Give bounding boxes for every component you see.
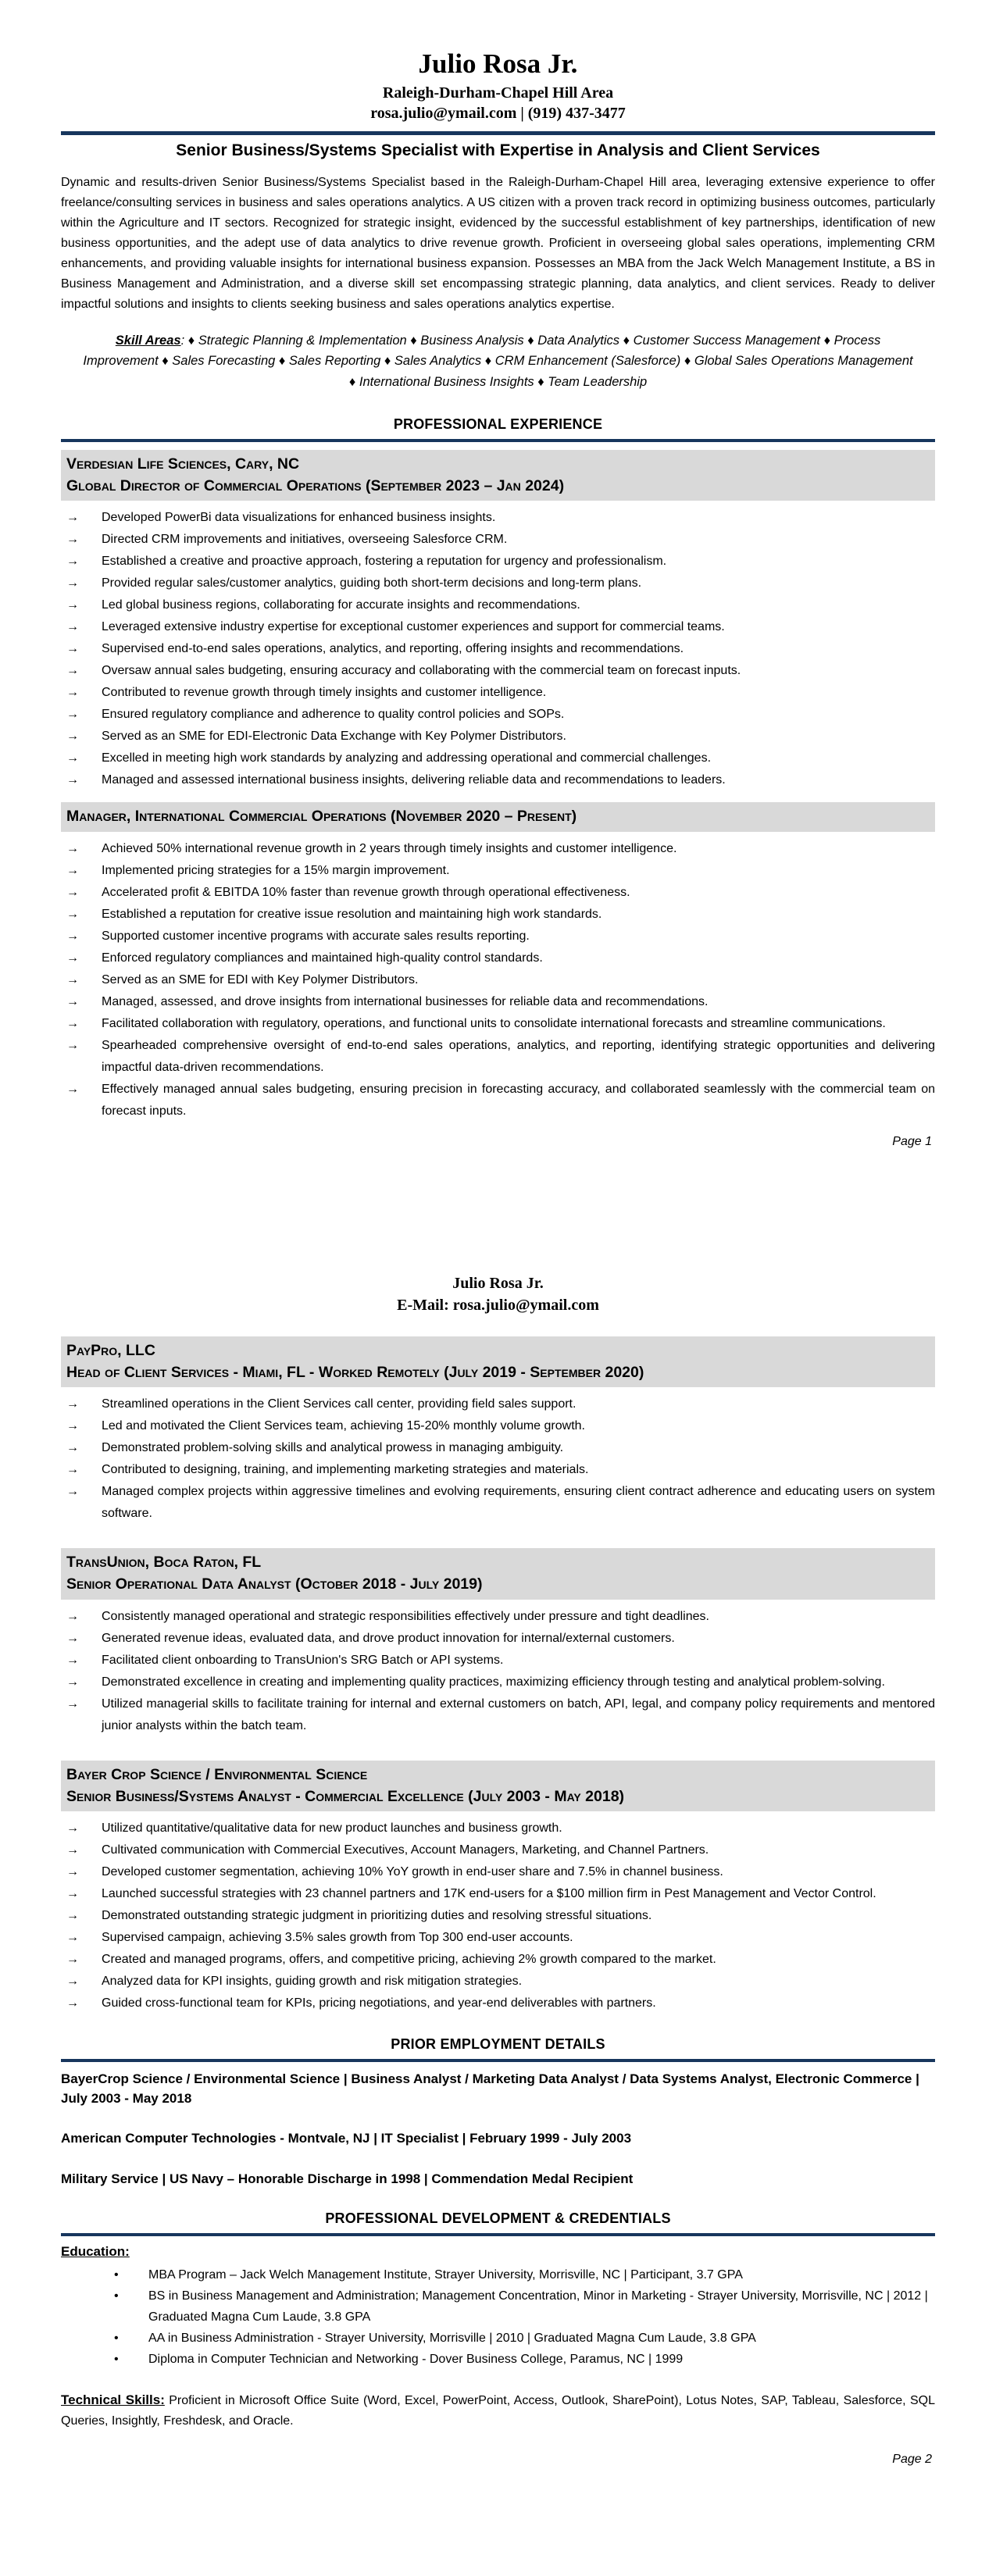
candidate-location: Raleigh-Durham-Chapel Hill Area <box>382 84 614 102</box>
arrow-bullet-icon: → <box>66 1485 79 1499</box>
bullet-item <box>61 1415 935 1437</box>
arrow-bullet-icon: → <box>66 1887 79 1901</box>
education-item <box>114 2264 935 2285</box>
section-divider <box>61 2233 935 2236</box>
prior-employment-list <box>61 2070 935 2189</box>
education-item <box>114 2328 935 2349</box>
bullet-text: Contributed to revenue growth through timely insights and customer intelligence. <box>102 686 547 700</box>
bullet-item <box>61 1459 935 1481</box>
bullet-item <box>61 1818 935 1839</box>
arrow-bullet-icon: → <box>66 1675 79 1689</box>
bullet-text: Utilized managerial skills to facilitate training for internal and external customers on batch, API, legal, and company policy requirements and mentored junior analysts within the batch team. <box>102 1697 935 1732</box>
bullet-item <box>61 926 935 947</box>
arrow-bullet-icon: → <box>66 994 79 1008</box>
bullet-item <box>61 1993 935 2014</box>
arrow-bullet-icon: → <box>66 773 79 787</box>
bullet-item <box>61 1905 935 1927</box>
job-bullet-list <box>61 1393 935 1525</box>
page1-footer: Page 1 <box>892 1134 932 1148</box>
arrow-bullet-icon: → <box>66 730 79 744</box>
bullet-item <box>61 1883 935 1905</box>
arrow-bullet-icon: → <box>66 929 79 943</box>
bullet-item <box>61 838 935 860</box>
job-title: Head of Client Services - Miami, FL - Worked Remotely (July 2019 - September 2020) <box>66 1363 644 1381</box>
bullet-dot-icon: • <box>114 2267 119 2282</box>
job-section <box>61 1548 935 1737</box>
bullet-text: Led and motivated the Client Services team, achieving 15-20% monthly volume growth. <box>102 1419 585 1433</box>
skill-areas-label: Skill Areas <box>115 333 181 348</box>
education-text: AA in Business Administration - Strayer University, Morrisville | 2010 | Graduated Magna Cum Laude, 3.8 GPA <box>148 2332 756 2346</box>
arrow-bullet-icon: → <box>66 1843 79 1857</box>
bullet-item <box>61 529 935 551</box>
arrow-bullet-icon: → <box>66 533 79 547</box>
arrow-bullet-icon: → <box>66 972 79 987</box>
bullet-text: Utilized quantitative/qualitative data for new product launches and business growth. <box>102 1821 562 1836</box>
bullet-item <box>61 638 935 660</box>
bullet-item <box>61 1839 935 1861</box>
job-section <box>61 450 935 792</box>
bullet-text: Served as an SME for EDI-Electronic Data Exchange with Key Polymer Distributors. <box>102 730 566 744</box>
arrow-bullet-icon: → <box>66 1975 79 1989</box>
bullet-text: Established a reputation for creative issue resolution and maintaining high work standards. <box>102 907 602 921</box>
education-text: Diploma in Computer Technician and Networking - Dover Business College, Paramus, NC | 1999 <box>148 2353 684 2367</box>
bullet-item <box>61 551 935 573</box>
bullet-text: Established a creative and proactive approach, fostering a reputation for urgency and professionalism. <box>102 555 667 569</box>
bullet-text: Consistently managed operational and strategic responsibilities effectively under pressure and tight deadlines. <box>102 1609 709 1623</box>
bullet-item <box>61 904 935 926</box>
bullet-item <box>61 507 935 529</box>
arrow-bullet-icon: → <box>66 576 79 590</box>
bullet-item <box>61 969 935 991</box>
bullet-text: Guided cross-functional team for KPIs, pricing negotiations, and year-end deliverables with partners. <box>102 1996 656 2010</box>
bullet-text: Streamlined operations in the Client Services call center, providing field sales support. <box>102 1397 577 1411</box>
bullet-item <box>61 704 935 726</box>
bullet-text: Demonstrated problem-solving skills and analytical prowess in managing ambiguity. <box>102 1441 564 1455</box>
bullet-text: Managed complex projects within aggressive timelines and evolving requirements, ensuring client contract adherence and educating users on system software. <box>102 1485 935 1521</box>
arrow-bullet-icon: → <box>66 1463 79 1477</box>
job-bullet-list <box>61 1818 935 2014</box>
bullet-item <box>61 991 935 1013</box>
summary-paragraph: Dynamic and results-driven Senior Business/Systems Specialist based in the Raleigh-Durham-Chapel Hill area, leveraging extensive experience to offer freelance/consulting services in business and sales operations analytics. A US citizen with a proven track record in optimizing business outcomes, particularly within the Agriculture and IT sectors. Recognized for strategic insight, evidenced by the successful establishment of key partnerships, identification of new business opportunities, and the adept use of data analytics to drive revenue growth. Proficient in overseeing global sales operations, implementing CRM enhancements, and providing valuable insights for international business expansion. Possesses an MBA from the Jack Welch Management Institute, a BS in Business Management and Administration, and a diverse skill set encompassing strategic planning, data analytics, and client services. Ready to deliver impactful solutions and insights to clients seeking business and sales operations analytics expertise. <box>61 176 935 311</box>
arrow-bullet-icon: → <box>66 841 79 855</box>
prior-employment-entry: American Computer Technologies - Montvale, NJ | IT Specialist | February 1999 - July 2003 <box>61 2131 632 2146</box>
bullet-text: Contributed to designing, training, and implementing marketing strategies and materials. <box>102 1463 589 1477</box>
job-title: Manager, International Commercial Operations (November 2020 – Present) <box>66 808 577 826</box>
bullet-item <box>61 1861 935 1883</box>
arrow-bullet-icon: → <box>66 511 79 525</box>
bullet-dot-icon: • <box>114 2289 119 2303</box>
bullet-text: Facilitated client onboarding to TransUnion's SRG Batch or API systems. <box>102 1653 504 1667</box>
prior-employment-entry: BayerCrop Science / Environmental Science | Business Analyst / Marketing Data Analyst / Data Systems Analyst, Electronic Commerce | July 2003 - May 2018 <box>61 2071 919 2106</box>
bullet-item <box>61 747 935 769</box>
bullet-item <box>61 1437 935 1459</box>
bullet-item <box>61 1013 935 1035</box>
bullet-text: Effectively managed annual sales budgeting, ensuring precision in forecasting accuracy, and collaborated seamlessly with the commercial team on forecast inputs. <box>102 1082 935 1118</box>
arrow-bullet-icon: → <box>66 620 79 634</box>
bullet-item <box>61 1650 935 1672</box>
education-item <box>114 2349 935 2370</box>
bullet-text: Supported customer incentive programs with accurate sales results reporting. <box>102 929 530 943</box>
bullet-item <box>61 616 935 638</box>
bullet-item <box>61 1035 935 1079</box>
page2-footer: Page 2 <box>892 2453 932 2467</box>
arrow-bullet-icon: → <box>66 885 79 899</box>
bullet-text: Accelerated profit & EBITDA 10% faster than revenue growth through operational effectiveness. <box>102 885 630 899</box>
bullet-text: Developed customer segmentation, achieving 10% YoY growth in end-user share and 7.5% in channel business. <box>102 1865 723 1879</box>
arrow-bullet-icon: → <box>66 1697 79 1711</box>
bullet-item <box>61 860 935 882</box>
page-gap <box>61 1149 935 1272</box>
job-bullet-list <box>61 1606 935 1737</box>
bullet-text: Provided regular sales/customer analytics, guiding both short-term decisions and long-term plans. <box>102 576 642 590</box>
skill-areas <box>80 330 916 393</box>
bullet-text: Implemented pricing strategies for a 15% margin improvement. <box>102 863 450 877</box>
job-title: Senior Business/Systems Analyst - Commercial Excellence (July 2003 - May 2018) <box>66 1787 625 1805</box>
bullet-item <box>61 1971 935 1993</box>
job-section <box>61 802 935 1122</box>
bullet-item <box>61 1949 935 1971</box>
arrow-bullet-icon: → <box>66 708 79 722</box>
education-list <box>61 2264 935 2371</box>
candidate-name: Julio Rosa Jr. <box>418 48 578 79</box>
bullet-item <box>61 660 935 682</box>
bullet-text: Directed CRM improvements and initiatives, overseeing Salesforce CRM. <box>102 533 508 547</box>
bullet-text: Oversaw annual sales budgeting, ensuring accuracy and collaborating with the commercial team on forecast inputs. <box>102 664 741 678</box>
arrow-bullet-icon: → <box>66 664 79 678</box>
arrow-bullet-icon: → <box>66 1082 79 1096</box>
job-section <box>61 1761 935 2015</box>
bullet-text: Led global business regions, collaborating for accurate insights and recommendations. <box>102 598 580 612</box>
bullet-text: Leveraged extensive industry expertise for exceptional customer experiences and support for commercial teams. <box>102 620 725 634</box>
section-divider <box>61 439 935 442</box>
skill-areas-separator: : <box>180 333 185 348</box>
arrow-bullet-icon: → <box>66 1441 79 1455</box>
bullet-text: Analyzed data for KPI insights, guiding growth and risk mitigation strategies. <box>102 1975 523 1989</box>
education-item <box>114 2285 935 2328</box>
arrow-bullet-icon: → <box>66 1821 79 1836</box>
bullet-item <box>61 682 935 704</box>
section-divider <box>61 2059 935 2062</box>
arrow-bullet-icon: → <box>66 555 79 569</box>
arrow-bullet-icon: → <box>66 1953 79 1967</box>
job-title: Senior Operational Data Analyst (October 2018 - July 2019) <box>66 1575 483 1593</box>
arrow-bullet-icon: → <box>66 1865 79 1879</box>
job-header <box>61 1548 935 1600</box>
header-divider <box>61 131 935 135</box>
bullet-text: Created and managed programs, offers, and competitive pricing, achieving 2% growth compared to the market. <box>102 1953 716 1967</box>
arrow-bullet-icon: → <box>66 1653 79 1667</box>
job-header <box>61 802 935 831</box>
arrow-bullet-icon: → <box>66 1996 79 2010</box>
bullet-item <box>61 594 935 616</box>
arrow-bullet-icon: → <box>66 1609 79 1623</box>
bullet-dot-icon: • <box>114 2332 119 2346</box>
arrow-bullet-icon: → <box>66 642 79 656</box>
job-header <box>61 1761 935 1812</box>
arrow-bullet-icon: → <box>66 1038 79 1052</box>
arrow-bullet-icon: → <box>66 1931 79 1945</box>
job-bullet-list <box>61 838 935 1122</box>
arrow-bullet-icon: → <box>66 907 79 921</box>
arrow-bullet-icon: → <box>66 1419 79 1433</box>
resume-headline: Senior Business/Systems Specialist with Expertise in Analysis and Client Services <box>176 141 820 160</box>
job-company: TransUnion, Boca Raton, FL <box>66 1554 262 1572</box>
education-text: BS in Business Management and Administration; Management Concentration, Minor in Marketing - Strayer University, Morrisville, NC | 2012 | Graduated Magna Cum Laude, 3.8 GPA <box>148 2289 928 2324</box>
technical-skills-label: Technical Skills: <box>61 2392 165 2407</box>
prior-employment-entry: Military Service | US Navy – Honorable Discharge in 1998 | Commendation Medal Recipient <box>61 2171 634 2187</box>
arrow-bullet-icon: → <box>66 1016 79 1030</box>
section-heading-prior-employment: PRIOR EMPLOYMENT DETAILS <box>391 2036 605 2053</box>
bullet-text: Supervised campaign, achieving 3.5% sales growth from Top 300 end-user accounts. <box>102 1931 573 1945</box>
page2-header <box>61 1272 935 1316</box>
page2-candidate-name: Julio Rosa Jr. <box>452 1274 544 1292</box>
candidate-contact: rosa.julio@ymail.com | (919) 437-3477 <box>370 105 626 123</box>
arrow-bullet-icon: → <box>66 1397 79 1411</box>
section-heading-experience: PROFESSIONAL EXPERIENCE <box>393 416 603 432</box>
bullet-text: Supervised end-to-end sales operations, analytics, and reporting, offering insights and recommendations. <box>102 642 684 656</box>
page2-candidate-email: E-Mail: rosa.julio@ymail.com <box>397 1296 599 1314</box>
job-header <box>61 1336 935 1388</box>
bullet-item <box>61 947 935 969</box>
bullet-item <box>61 1628 935 1650</box>
bullet-text: Demonstrated excellence in creating and implementing quality practices, maximizing efficiency through testing and analytical problem-solving. <box>102 1675 885 1689</box>
bullet-text: Generated revenue ideas, evaluated data, and drove product innovation for internal/external customers. <box>102 1631 675 1645</box>
technical-skills-text: Proficient in Microsoft Office Suite (Word, Excel, PowerPoint, Access, Outlook, SharePoint), Lotus Notes, SAP, Tableau, Salesforce, SQL Queries, Insightly, Freshdesk, and Oracle. <box>61 2393 935 2428</box>
bullet-text: Ensured regulatory compliance and adherence to quality control policies and SOPs. <box>102 708 565 722</box>
job-company: Bayer Crop Science / Environmental Science <box>66 1765 368 1783</box>
job-header <box>61 450 935 501</box>
bullet-text: Managed and assessed international business insights, delivering reliable data and recommendations to leaders. <box>102 773 726 787</box>
bullet-item <box>61 1672 935 1693</box>
bullet-dot-icon: • <box>114 2353 119 2367</box>
skill-areas-text: ♦ Strategic Planning & Implementation ♦ Business Analysis ♦ Data Analytics ♦ Customer Success Management ♦ Process Improvement ♦ Sales Forecasting ♦ Sales Reporting ♦ Sales Analytics ♦ CRM Enhancement (Salesforce) ♦ Global Sales Operations Management ♦ International Business Insights ♦ Team Leadership <box>83 333 913 390</box>
education-label: Education: <box>61 2243 130 2259</box>
bullet-text: Managed, assessed, and drove insights from international businesses for reliable data and recommendations. <box>102 994 709 1008</box>
bullet-text: Cultivated communication with Commercial Executives, Account Managers, Marketing, and Channel Partners. <box>102 1843 709 1857</box>
bullet-text: Enforced regulatory compliances and maintained high-quality control standards. <box>102 951 543 965</box>
bullet-item <box>61 1079 935 1122</box>
arrow-bullet-icon: → <box>66 863 79 877</box>
education-text: MBA Program – Jack Welch Management Institute, Strayer University, Morrisville, NC | Participant, 3.7 GPA <box>148 2267 743 2282</box>
bullet-text: Excelled in meeting high work standards by analyzing and addressing operational and commercial challenges. <box>102 751 712 765</box>
arrow-bullet-icon: → <box>66 751 79 765</box>
job-title: Global Director of Commercial Operations (September 2023 – Jan 2024) <box>66 477 565 495</box>
bullet-item <box>61 1481 935 1525</box>
bullet-item <box>61 573 935 594</box>
bullet-item <box>61 1927 935 1949</box>
technical-skills <box>61 2389 935 2432</box>
bullet-item <box>61 1393 935 1415</box>
job-company: PayPro, LLC <box>66 1341 155 1359</box>
arrow-bullet-icon: → <box>66 598 79 612</box>
bullet-item <box>61 1693 935 1737</box>
bullet-item <box>61 1606 935 1628</box>
arrow-bullet-icon: → <box>66 951 79 965</box>
job-bullet-list <box>61 507 935 791</box>
arrow-bullet-icon: → <box>66 686 79 700</box>
bullet-text: Launched successful strategies with 23 channel partners and 17K end-users for a $100 million firm in Pest Management and Vector Control. <box>102 1887 876 1901</box>
job-company: Verdesian Life Sciences, Cary, NC <box>66 455 300 473</box>
bullet-text: Facilitated collaboration with regulatory, operations, and functional units to consolidate international forecasts and streamline communications. <box>102 1016 886 1030</box>
section-heading-development: PROFESSIONAL DEVELOPMENT & CREDENTIALS <box>325 2210 671 2226</box>
bullet-text: Achieved 50% international revenue growth in 2 years through timely insights and customer intelligence. <box>102 841 677 855</box>
bullet-text: Demonstrated outstanding strategic judgment in prioritizing duties and resolving stressful situations. <box>102 1909 652 1923</box>
bullet-text: Spearheaded comprehensive oversight of end-to-end sales operations, analytics, and reporting, identifying strategic opportunities and delivering impactful data-driven recommendations. <box>102 1038 935 1074</box>
bullet-item <box>61 882 935 904</box>
job-section <box>61 1336 935 1525</box>
bullet-item <box>61 769 935 791</box>
arrow-bullet-icon: → <box>66 1631 79 1645</box>
arrow-bullet-icon: → <box>66 1909 79 1923</box>
bullet-text: Served as an SME for EDI with Key Polymer Distributors. <box>102 972 419 987</box>
bullet-item <box>61 726 935 747</box>
bullet-text: Developed PowerBi data visualizations for enhanced business insights. <box>102 511 496 525</box>
